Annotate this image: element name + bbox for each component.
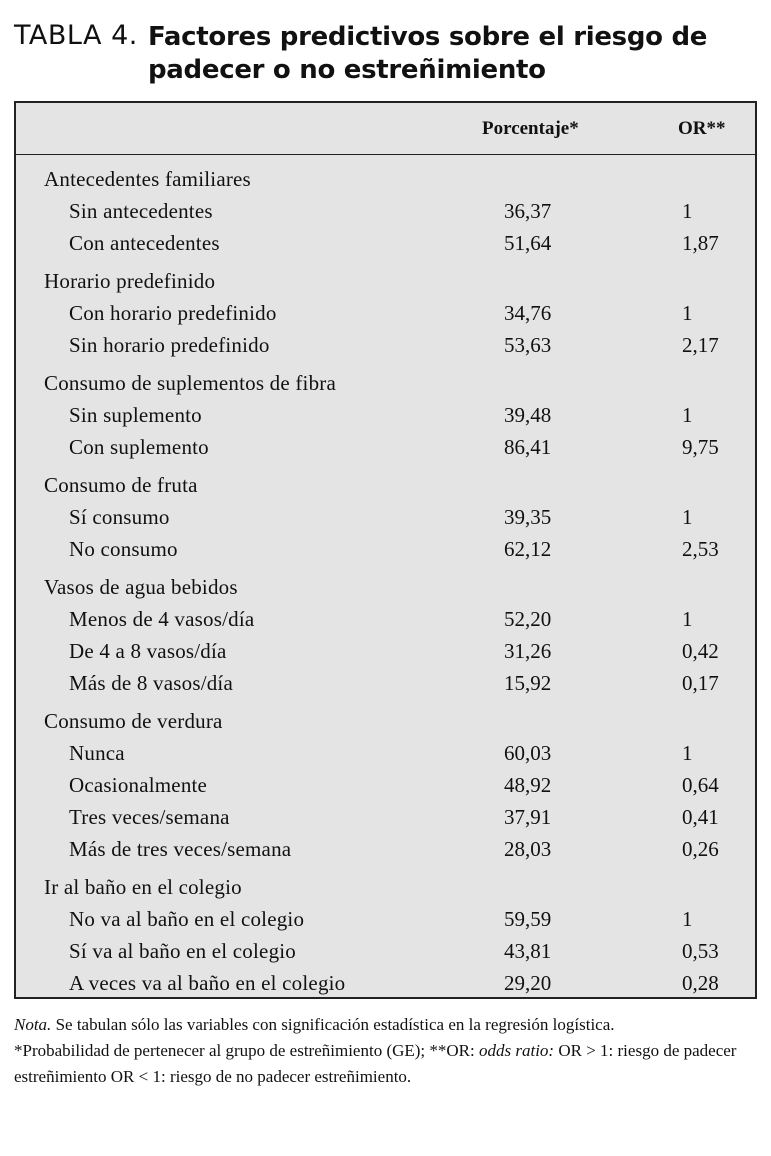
row-odds-ratio: 0,41 bbox=[682, 805, 719, 829]
note-label: Nota. bbox=[14, 1015, 52, 1034]
row-odds-ratio: 0,26 bbox=[682, 837, 719, 861]
note-paragraph bbox=[14, 1012, 744, 1038]
row-label: Sin antecedentes bbox=[69, 199, 213, 223]
table-number: TABLA 4. bbox=[14, 20, 138, 51]
row-label: Nunca bbox=[69, 741, 125, 765]
row-percentage: 60,03 bbox=[504, 741, 552, 765]
footnote-paragraph bbox=[14, 1038, 744, 1090]
row-label: Sin suplemento bbox=[69, 403, 202, 427]
group-title: Consumo de fruta bbox=[44, 473, 198, 497]
row-odds-ratio: 9,75 bbox=[682, 435, 719, 459]
row-percentage: 34,76 bbox=[504, 301, 552, 325]
group-title: Consumo de suplementos de fibra bbox=[44, 371, 336, 395]
table-header-row bbox=[16, 103, 755, 155]
row-label: Más de 8 vasos/día bbox=[69, 671, 233, 695]
row-odds-ratio: 0,53 bbox=[682, 939, 719, 963]
row-odds-ratio: 2,17 bbox=[682, 333, 719, 357]
group-title: Consumo de verdura bbox=[44, 709, 223, 733]
row-percentage: 39,48 bbox=[504, 403, 552, 427]
row-odds-ratio: 1 bbox=[682, 907, 693, 931]
row-odds-ratio: 0,17 bbox=[682, 671, 719, 695]
row-odds-ratio: 0,28 bbox=[682, 971, 719, 995]
row-label: Con antecedentes bbox=[69, 231, 220, 255]
row-percentage: 52,20 bbox=[504, 607, 552, 631]
footnote-italic: odds ratio: bbox=[479, 1041, 555, 1060]
row-odds-ratio: 2,53 bbox=[682, 537, 719, 561]
row-percentage: 37,91 bbox=[504, 805, 552, 829]
header-odds-ratio: OR** bbox=[678, 118, 726, 139]
table-notes bbox=[14, 1012, 744, 1090]
row-percentage: 15,92 bbox=[504, 671, 552, 695]
row-odds-ratio: 1 bbox=[682, 403, 693, 427]
group-title: Antecedentes familiares bbox=[44, 167, 251, 191]
row-label: A veces va al baño en el colegio bbox=[69, 971, 346, 995]
footnote-prefix: *Probabilidad de pertenecer al grupo de estreñimiento (GE); **OR: bbox=[14, 1041, 479, 1060]
row-odds-ratio: 1 bbox=[682, 301, 693, 325]
row-odds-ratio: 1,87 bbox=[682, 231, 719, 255]
group-title: Ir al baño en el colegio bbox=[44, 875, 242, 899]
row-odds-ratio: 1 bbox=[682, 199, 693, 223]
row-percentage: 29,20 bbox=[504, 971, 552, 995]
header-percentage: Porcentaje* bbox=[482, 118, 579, 139]
row-percentage: 86,41 bbox=[504, 435, 552, 459]
row-label: No va al baño en el colegio bbox=[69, 907, 305, 931]
row-percentage: 43,81 bbox=[504, 939, 552, 963]
row-label: No consumo bbox=[69, 537, 178, 561]
group-title: Vasos de agua bebidos bbox=[44, 575, 238, 599]
row-percentage: 48,92 bbox=[504, 773, 552, 797]
row-percentage: 31,26 bbox=[504, 639, 552, 663]
table-title: Factores predictivos sobre el riesgo de padecer o no estreñimiento bbox=[148, 22, 708, 85]
row-percentage: 62,12 bbox=[504, 537, 552, 561]
row-label: De 4 a 8 vasos/día bbox=[69, 639, 227, 663]
row-odds-ratio: 1 bbox=[682, 505, 693, 529]
row-label: Tres veces/semana bbox=[69, 805, 230, 829]
row-label: Menos de 4 vasos/día bbox=[69, 607, 255, 631]
row-percentage: 59,59 bbox=[504, 907, 552, 931]
data-table bbox=[14, 101, 757, 999]
footnote-suffix: OR > 1: riesgo de padecer estreñimiento OR < 1: riesgo de no padecer estreñimiento. bbox=[14, 1041, 737, 1086]
row-label: Ocasionalmente bbox=[69, 773, 208, 797]
row-odds-ratio: 1 bbox=[682, 607, 693, 631]
row-percentage: 28,03 bbox=[504, 837, 552, 861]
row-percentage: 51,64 bbox=[504, 231, 552, 255]
row-label: Más de tres veces/semana bbox=[69, 837, 292, 861]
row-odds-ratio: 0,64 bbox=[682, 773, 719, 797]
row-label: Sí va al baño en el colegio bbox=[69, 939, 296, 963]
row-label: Sí consumo bbox=[69, 505, 170, 529]
row-odds-ratio: 1 bbox=[682, 741, 693, 765]
note-text: Se tabulan sólo las variables con significación estadística en la regresión logística. bbox=[51, 1015, 615, 1034]
row-label: Con suplemento bbox=[69, 435, 209, 459]
row-percentage: 36,37 bbox=[504, 199, 552, 223]
row-odds-ratio: 0,42 bbox=[682, 639, 719, 663]
row-percentage: 39,35 bbox=[504, 505, 552, 529]
group-title: Horario predefinido bbox=[44, 269, 216, 293]
row-label: Sin horario predefinido bbox=[69, 333, 270, 357]
row-label: Con horario predefinido bbox=[69, 301, 277, 325]
row-percentage: 53,63 bbox=[504, 333, 552, 357]
